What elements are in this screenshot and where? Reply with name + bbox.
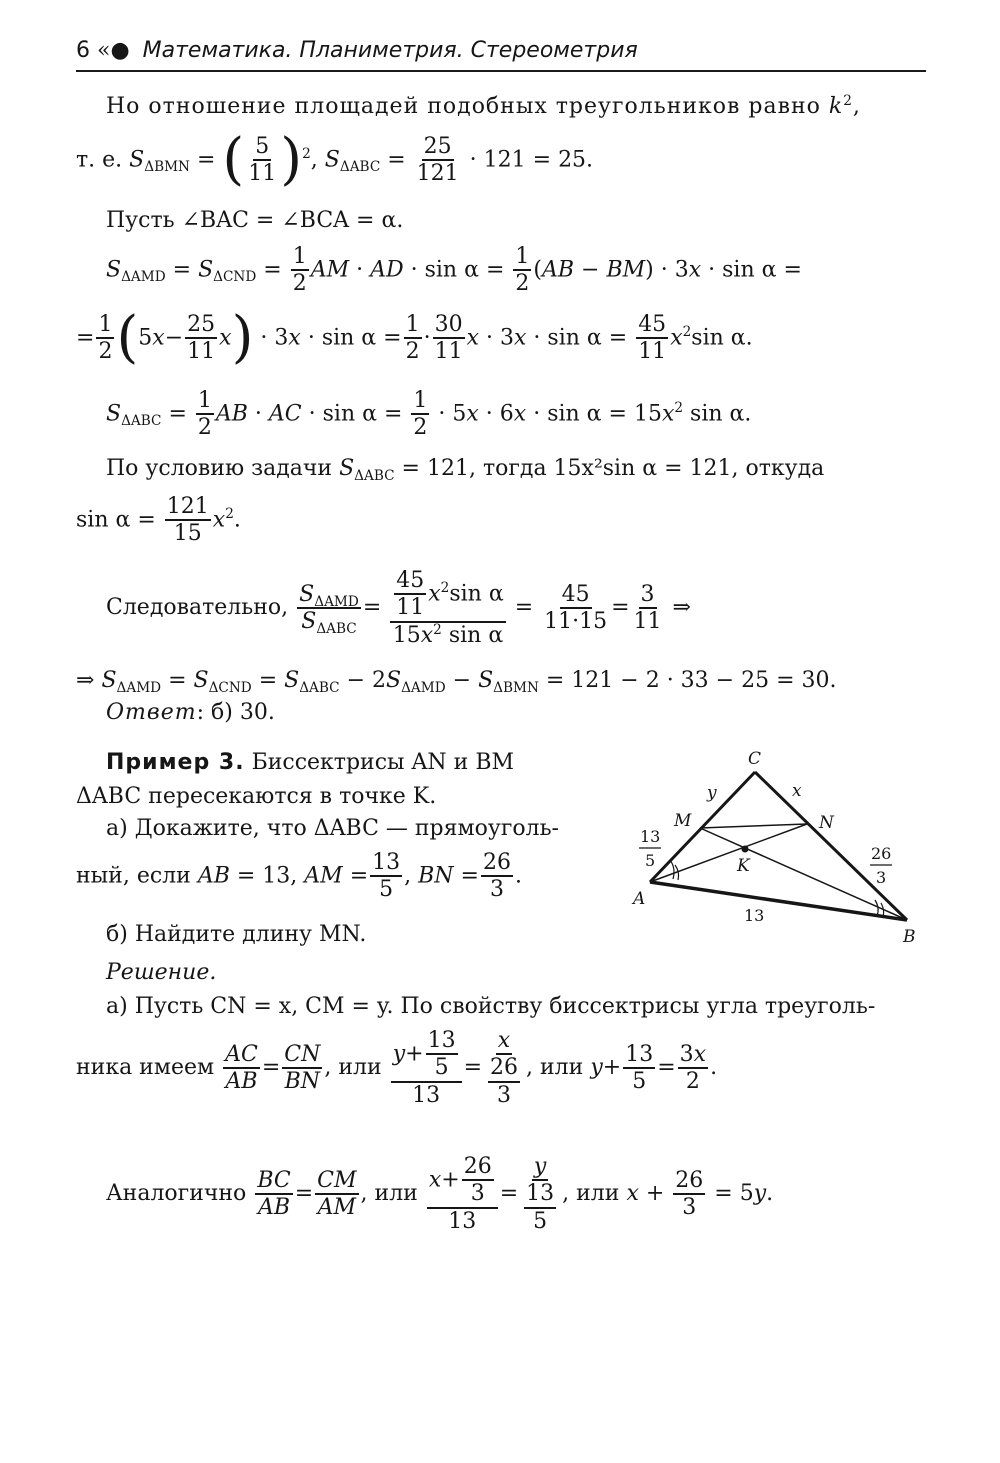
text-line: б) Найдите длину MN.: [106, 922, 367, 947]
formula-line: ника имеем $\frac{AC}{AB}$ = $\frac{CN}{BN}$ , или y+ $\frac{13}{5}$ 13 = $\frac{x}{\frac{26}{3}}$ , или y+ $\frac{13}{5}$ = $\frac{3x}{2}$ .: [76, 1028, 718, 1108]
text-line: ΔABC пересекаются в точке K.: [76, 784, 437, 809]
formula-line: $S_{\Delta ABC}$ = $\frac{1}{2}$ AB · AC · sin α = $\frac{1}{2}$ · $5x \cdot 6x \cdot \sin \alpha = 15x^2$ sin α.: [106, 388, 752, 441]
header-rule: [76, 70, 926, 72]
text-line: По условию задачи $S_{\Delta ABC} = 121$, тогда 15x²sin α = 121, откуда: [106, 456, 825, 484]
label-c: C: [748, 749, 762, 769]
label-k: K: [737, 856, 750, 876]
example-title: Пример 3.: [106, 750, 245, 775]
text-line: а) Докажите, что ΔABC — прямоуголь-: [106, 816, 559, 841]
section-marker-icon: «●: [97, 38, 130, 63]
formula-line: = $\frac{1}{2}$ (5x− $\frac{25}{11}$ x) · 3x · sin α = $\frac{1}{2}$ · $\frac{30}{11}$ x · 3x · sin α = $\frac{45}{11}$ $x^2\sin$ α.: [76, 304, 753, 370]
label-am-num: 13: [640, 827, 661, 846]
solution-heading: Решение.: [106, 960, 217, 985]
running-title: Математика. Планиметрия. Стереометрия: [142, 38, 638, 63]
triangle-figure: [620, 740, 920, 950]
text-line: Но отношение площадей подобных треугольников равно $k^2$,: [106, 92, 861, 119]
formula-line: Следовательно, $\frac{S_{\Delta AMD}}{S_{\Delta ABC}}$ = $\frac{45}{11}$ $x^2\sin$ α $15x^2$ sin α = $\frac{45}{11\cdot 15}$ = $\frac{3}{11}$ ⇒: [106, 568, 691, 648]
formula-line: т. е. $S_{\Delta BMN}$ = ( $\frac{5}{11}$ )$^2$, $S_{\Delta ABC}$ = $\frac{25}{121}$ · 121 = 25.: [76, 126, 594, 192]
example-title-line: Пример 3. Биссектрисы AN и BM: [106, 750, 515, 775]
formula-line: $S_{\Delta AMD} = S_{\Delta CND}$ = $\frac{1}{2}$ AM · AD · sin α = $\frac{1}{2}$ (AB − BM) · 3x · sin α =: [106, 244, 802, 297]
point-k: [742, 846, 749, 853]
page-number: 6: [76, 38, 90, 63]
answer-line: Ответ: б) 30.: [106, 700, 275, 725]
angle-mark-a1: [670, 860, 674, 879]
formula-line: ⇒ $S_{\Delta AMD} = S_{\Delta CND} = S_{\Delta ABC} - 2S_{\Delta AMD} - S_{\Delta BMN} = 121 - 2 \cdot 33 - 25 = 30$.: [76, 668, 837, 696]
label-bn-num: 26: [871, 844, 892, 863]
formula-line: ный, если AB = 13, AM = $\frac{13}{5}$ , BN = $\frac{26}{3}$ .: [76, 850, 522, 903]
label-n: N: [819, 813, 834, 833]
label-y: y: [707, 783, 717, 803]
formula-line: Аналогично $\frac{BC}{AB}$ = $\frac{CM}{AM}$ , или x+ $\frac{26}{3}$ 13 = $\frac{y}{\frac{13}{5}}$ , или x + $\frac{26}{3}$ = 5y.: [106, 1154, 774, 1234]
label-x: x: [792, 781, 802, 801]
label-a: A: [633, 889, 646, 909]
label-am-den: 5: [645, 851, 656, 870]
text-line: Пусть ∠BAC = ∠BCA = α.: [106, 208, 404, 233]
label-m: M: [674, 811, 692, 831]
segment-mn: [700, 824, 807, 828]
text-line: а) Пусть CN = x, CM = y. По свойству биссектрисы угла треуголь-: [106, 994, 876, 1019]
page-header: [76, 40, 638, 62]
label-ab: 13: [744, 906, 765, 925]
side-ab: [650, 882, 907, 920]
label-bn-den: 3: [876, 868, 887, 887]
label-b: B: [903, 927, 916, 947]
formula-line: sin α = $\frac{121}{15}$ $x^2$.: [76, 494, 241, 547]
